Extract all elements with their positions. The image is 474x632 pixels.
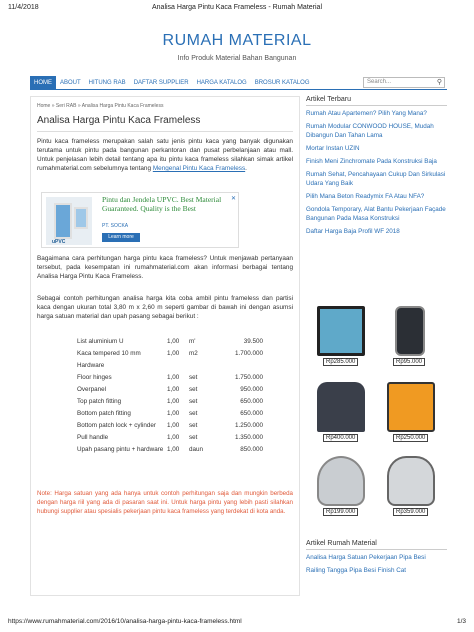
sidebar-recent-articles xyxy=(306,96,447,240)
product-price: Rp285.000 xyxy=(323,358,358,366)
sidebar-bottom-heading: Artikel Rumah Material xyxy=(306,540,447,550)
table-row: Pull handle 1,00 set 1.350.000 xyxy=(77,434,263,441)
search-placeholder: Search... xyxy=(367,79,392,85)
intro-text: Pintu kaca frameless merupakan salah satu jenis pintu kaca yang banyak digunakan terutama untuk pintu pada bangunan perkantoran dan pusat perbelanjaan atau mall. Untuk penjelasan lebih detail tentang apa itu pintu kaca frameless silahkan simak artikel rumahmaterial.com sebelumnya tentang xyxy=(37,138,293,172)
print-url: https://www.rumahmaterial.com/2016/10/analisa-harga-pintu-kaca-frameless.html xyxy=(8,618,242,625)
sidebar-link[interactable]: Gondola Temporary, Alat Bantu Pekerjaan Façade Bangunan Pada Masa Konstruksi xyxy=(306,206,446,222)
table-row: Floor hinges 1,00 set 1.750.000 xyxy=(77,374,263,381)
sidebar-link[interactable]: Mortar Instan UZIN xyxy=(306,145,360,152)
print-date: 11/4/2018 xyxy=(8,4,39,11)
ad-product-label: uPVC xyxy=(52,239,66,245)
site-name[interactable]: RUMAH MATERIAL xyxy=(162,32,312,49)
sidebar-link[interactable]: Rumah Atau Apartemen? Pilih Yang Mana? xyxy=(306,110,427,117)
print-page-title: Analisa Harga Pintu Kaca Frameless - Rumah Material xyxy=(151,4,322,11)
nav-item-brosur-katalog[interactable]: BROSUR KATALOG xyxy=(254,79,310,86)
site-tagline: Info Produk Material Bahan Bangunan xyxy=(177,55,297,62)
sidebar-link[interactable]: Rumah Modular CONWOOD HOUSE, Mudah Dibangun Dan Tahan Lama xyxy=(306,123,434,139)
pressure-cooker-icon[interactable] xyxy=(387,456,435,506)
print-header xyxy=(8,4,466,16)
jacket-icon[interactable] xyxy=(317,382,365,432)
ad-text[interactable]: Pintu dan Jendela UPVC. Best Material Guaranteed. Quality is the Best xyxy=(102,195,222,213)
ad-brand[interactable]: PT. SOCKA xyxy=(102,223,129,229)
intro-link[interactable]: Mengenal Pintu Kaca Frameless xyxy=(152,165,246,172)
sidebar-link[interactable]: Rumah Sehat, Pencahayaan Cukup Dan Sirkulasi Udara Yang Baik xyxy=(306,171,446,187)
door-icon xyxy=(54,203,72,239)
nav-item-harga-katalog[interactable]: HARGA KATALOG xyxy=(196,79,247,86)
intro-paragraph xyxy=(37,137,293,173)
window-icon xyxy=(74,207,88,229)
post-content xyxy=(30,96,300,596)
product-card[interactable] xyxy=(379,454,441,524)
print-page-number: 1/3 xyxy=(456,618,466,625)
table-row: Overpanel 1,00 set 950.000 xyxy=(77,386,263,393)
nav-item-daftar-supplier[interactable]: DAFTAR SUPPLIER xyxy=(133,79,189,86)
post-title: Analisa Harga Pintu Kaca Frameless xyxy=(37,115,201,126)
product-price: Rp400.000 xyxy=(323,434,358,442)
site-brand xyxy=(0,32,474,62)
price-note: Note: Harga satuan yang ada hanya untuk contoh perhitungan saja dan mungkin berbeda dengan harga riil yang ada di pasaran saat ini. Untuk harga pintu yang lebih pasti silahkan hubungi supplier atau spesialis pekerjaan pintu kaca frameless yang terdekat di kota anda. xyxy=(37,490,293,515)
aquarium-icon[interactable] xyxy=(317,306,365,356)
intro-end: . xyxy=(245,165,247,172)
sidebar-heading: Artikel Terbaru xyxy=(306,96,447,106)
product-price: Rp95.000 xyxy=(393,358,425,366)
product-price: Rp199.000 xyxy=(323,508,358,516)
nav-item-hitung-rab[interactable]: HITUNG RAB xyxy=(88,79,126,86)
sidebar-link[interactable]: Finish Meni Zinchromate Pada Konstruksi Baja xyxy=(306,158,437,165)
ad-product-image[interactable] xyxy=(46,197,92,245)
toolkit-icon[interactable] xyxy=(387,382,435,432)
product-ads-widget[interactable] xyxy=(307,304,447,526)
product-price: Rp359.000 xyxy=(393,508,428,516)
product-card[interactable] xyxy=(309,304,371,374)
phone-case-icon[interactable] xyxy=(395,306,425,356)
title-divider xyxy=(37,131,293,132)
sidebar-link[interactable]: Railing Tangga Pipa Besi Finish Cat xyxy=(306,567,406,574)
table-row: Top patch fitting 1,00 set 650.000 xyxy=(77,398,263,405)
search-icon[interactable]: ⚲ xyxy=(436,79,442,86)
product-card[interactable] xyxy=(309,454,371,524)
sidebar-related-articles xyxy=(306,540,447,579)
ad-learn-more-button[interactable]: Learn more xyxy=(102,233,140,242)
nav-item-home[interactable]: HOME xyxy=(30,76,56,90)
price-table xyxy=(77,338,277,458)
print-footer xyxy=(8,618,466,628)
product-card[interactable] xyxy=(379,380,441,450)
main-navbar xyxy=(30,76,447,90)
search-input[interactable] xyxy=(363,77,445,88)
table-row: List aluminium U 1,00 m' 39.500 xyxy=(77,338,263,345)
table-row: Bottom patch fitting 1,00 set 650.000 xyxy=(77,410,263,417)
pot-icon[interactable] xyxy=(317,456,365,506)
paragraph-2: Bagaimana cara perhitungan harga pintu kaca frameless? Untuk menjawab pertanyaan tersebut, pada kesempatan ini rumahmaterial.com akan informasi berbagai tentang Analisa Harga Pintu Kaca Frameless. xyxy=(37,255,293,280)
table-row: Bottom patch lock + cylinder 1,00 set 1.250.000 xyxy=(77,422,263,429)
table-row: Kaca tempered 10 mm 1,00 m2 1.700.000 xyxy=(77,350,263,357)
ad-close-icon[interactable]: ✕ xyxy=(230,196,236,202)
product-price: Rp250.000 xyxy=(393,434,428,442)
sidebar-link[interactable]: Analisa Harga Satuan Pekerjaan Pipa Besi xyxy=(306,554,426,561)
table-row: Upah pasang pintu + hardware 1,00 daun 850.000 xyxy=(77,446,263,453)
paragraph-3: Sebagai contoh perhitungan analisa harga kita coba ambil pintu frameless dan partisi kaca dengan ukuran total 3,80 m x 2,60 m seperti gambar di bawah ini dengan asumsi harga satuan material dan upah pasang sebagai berikut : xyxy=(37,295,293,320)
sidebar-link[interactable]: Daftar Harga Baja Profil WF 2018 xyxy=(306,228,400,235)
table-row: Hardware xyxy=(77,362,105,369)
product-card[interactable] xyxy=(379,304,441,374)
ad-banner[interactable] xyxy=(41,192,239,248)
breadcrumb[interactable]: Home » Seri RAB » Analisa Harga Pintu Kaca Frameless xyxy=(37,103,164,109)
sidebar-link[interactable]: Pilih Mana Beton Readymix FA Atau NFA? xyxy=(306,193,425,200)
nav-item-about[interactable]: ABOUT xyxy=(60,79,81,86)
product-card[interactable] xyxy=(309,380,371,450)
